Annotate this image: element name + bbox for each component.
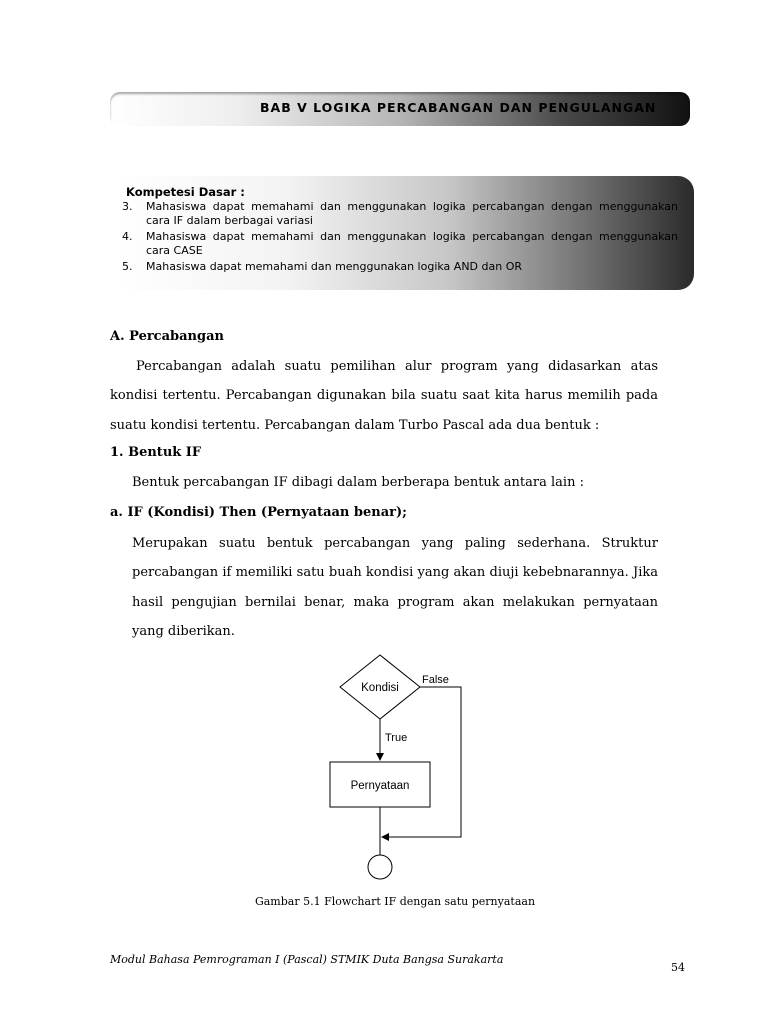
statement-label: Pernyataan [350,780,410,792]
kompetensi-item [122,260,678,274]
kompetensi-item-number: 4. [122,230,133,243]
kompetensi-item-text: Mahasiswa dapat memahami dan menggunakan logika percabangan dengan menggunakan cara CASE [146,230,678,257]
kompetensi-item-text: Mahasiswa dapat memahami dan menggunakan logika AND dan OR [146,260,523,273]
kompetensi-item-text: Mahasiswa dapat memahami dan menggunakan logika percabangan dengan menggunakan cara IF dalam berbagai variasi [146,200,678,227]
page-number: 54 [671,961,685,974]
subheading-bentuk-if: 1. Bentuk IF [110,445,202,460]
false-label: False [422,674,449,686]
flowchart-if [300,650,480,885]
kompetensi-item-number: 5. [122,260,133,273]
kompetensi-item [122,200,678,228]
kompetensi-title: Kompetesi Dasar : [126,185,245,199]
kompetensi-item-number: 3. [122,200,133,213]
footer-text: Modul Bahasa Pemrograman I (Pascal) STMIK Duta Bangsa Surakarta [110,953,504,966]
paragraph-bentuk-if: Bentuk percabangan IF dibagi dalam berberapa bentuk antara lain : [132,475,584,490]
figure-caption: Gambar 5.1 Flowchart IF dengan satu pernyataan [254,895,536,908]
chapter-title: BAB V LOGIKA PERCABANGAN DAN PENGULANGAN [260,100,657,115]
condition-label: Kondisi [361,682,399,694]
kompetensi-item [122,230,678,258]
section-heading-percabangan: A. Percabangan [110,329,224,344]
true-label: True [385,732,408,744]
paragraph-if-then: Merupakan suatu bentuk percabangan yang paling sederhana. Struktur percabangan if memiliki satu buah kondisi yang akan diuji kebebnarannya. Jika hasil pengujian bernilai benar, maka program akan melakukan pernyataan yang diberikan. [132,536,658,639]
paragraph-percabangan: Percabangan adalah suatu pemilihan alur program yang didasarkan atas kondisi tertentu. Percabangan digunakan bila suatu saat kita harus memilih pada suatu kondisi tertentu. Percabangan dalam Turbo Pascal ada dua bentuk : [110,359,658,433]
subheading-if-then: a. IF (Kondisi) Then (Pernyataan benar); [110,505,407,520]
end-connector [368,855,392,879]
